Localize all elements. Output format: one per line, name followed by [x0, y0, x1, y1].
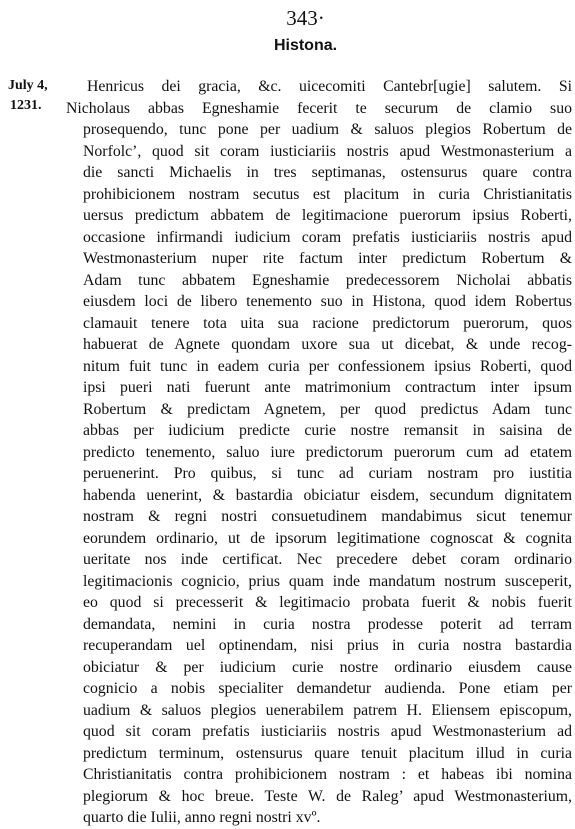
text-line: uadium & saluos plegios uenerabilem patrem H. Eliensem episcopum, — [83, 701, 572, 719]
text-line: ueritate nos inde certificat. Nec precedere debet coram ordinario — [83, 551, 572, 568]
text-line: habenda uenerint, & bastardia obiciatur eisdem, secundum dignitatem — [83, 486, 572, 504]
text-line: quod sit coram prefatis iusticiariis nostris apud Westmonasterium ad — [83, 723, 572, 740]
text-line: cognicio a nobis specialiter demandetur audienda. Pone etiam per — [83, 680, 572, 697]
text-line: Henricus dei gracia, &c. uicecomiti Cantebr[ugie] salutem. Si — [87, 78, 572, 95]
text-line: eo quod si precesserit & legitimacio probata fuerit & nobis fuerit — [83, 594, 572, 611]
text-line: prohibicionem nostram secutus est placitum in curia Christianitatis — [83, 185, 572, 203]
text-line: Christianitatis contra prohibicionem nostram : et habeas ibi nomina — [83, 766, 572, 783]
text-line: Robertum & predictam Agnetem, per quod predictus Adam tunc — [83, 400, 572, 418]
text-line: abbas per iudicium predicte curie nostre remansit in saisina de — [83, 422, 572, 439]
text-line: prosequendo, tunc pone per uadium & saluos plegios Robertum de — [83, 121, 572, 138]
text-line: predicto tenemento, saluo iure predictorum puerorum cum ad etatem — [83, 443, 572, 461]
text-line: ipsi pueri nati fuerunt ante matrimonium contractum inter ipsum — [83, 379, 572, 396]
text-line: Adam tunc abbatem Egneshamie predecessorem Nicholai abbatis — [83, 271, 572, 289]
text-line: Westmonasterium nuper rite factum inter predictum Robertum & — [83, 250, 572, 267]
text-line: occasione infirmandi iudicium coram prefatis iusticiariis nostris apud — [83, 228, 572, 246]
text-line: Nicholaus abbas Egneshamie fecerit te securum de clamio suo — [66, 99, 572, 117]
margin-year: 1231. — [10, 98, 42, 113]
text-line: recuperandam uel optinendam, nisi prius in curia nostra bastardia — [83, 637, 572, 654]
text-line: nostram & regni nostri consuetudinem mandabimus sicut tenemur — [83, 508, 572, 525]
text-line: peruenerint. Pro quibus, si tunc ad curiam nostram pro iustitia — [83, 465, 572, 482]
text-line: quarto die Iulii, anno regni nostri xvº. — [83, 809, 321, 826]
text-line: clamauit tenere tota uita sua racione predictorum puerorum, quos — [83, 314, 572, 332]
text-line: demandata, nemini in curia nostra prodesse poterit ad terram — [83, 615, 572, 633]
body-text — [66, 76, 572, 829]
text-line: eiusdem loci de libero tenemento suo in Histona, quod idem Robertus — [83, 293, 572, 310]
page-number: 343· — [286, 6, 325, 30]
margin-date: July 4, — [8, 78, 48, 93]
text-line: obiciatur & per iudicium curie nostre ordinario eiusdem cause — [83, 658, 572, 676]
text-line: habuerat de Agnete quondam uxore sua ut dicebat, & unde recog- — [83, 336, 572, 353]
text-line: legitimacionis cognicio, prius quam inde mandatum nostrum susceperit, — [83, 572, 572, 590]
text-line: Norfolc’, quod sit coram iusticiariis nostris apud Westmonasterium a — [83, 142, 572, 160]
text-line: plegiorum & hoc breue. Teste W. de Raleg’ apud Westmonasterium, — [83, 787, 572, 805]
text-line: eorundem ordinario, ut de ipsorum legitimatione cognoscat & cognita — [83, 529, 572, 547]
section-heading: Histona. — [273, 37, 338, 54]
text-line: nitum fuit tunc in eadem curia per confessionem ipsius Roberti, quod — [83, 357, 572, 375]
text-line: die sancti Michaelis in tres septimanas, ostensurus quare contra — [83, 164, 572, 181]
text-line: predictum terminum, ostensurus quare tenuit placitum illud in curia — [83, 744, 572, 762]
text-line: uersus predictum abbatem de legitimacione puerorum ipsius Roberti, — [83, 207, 572, 224]
